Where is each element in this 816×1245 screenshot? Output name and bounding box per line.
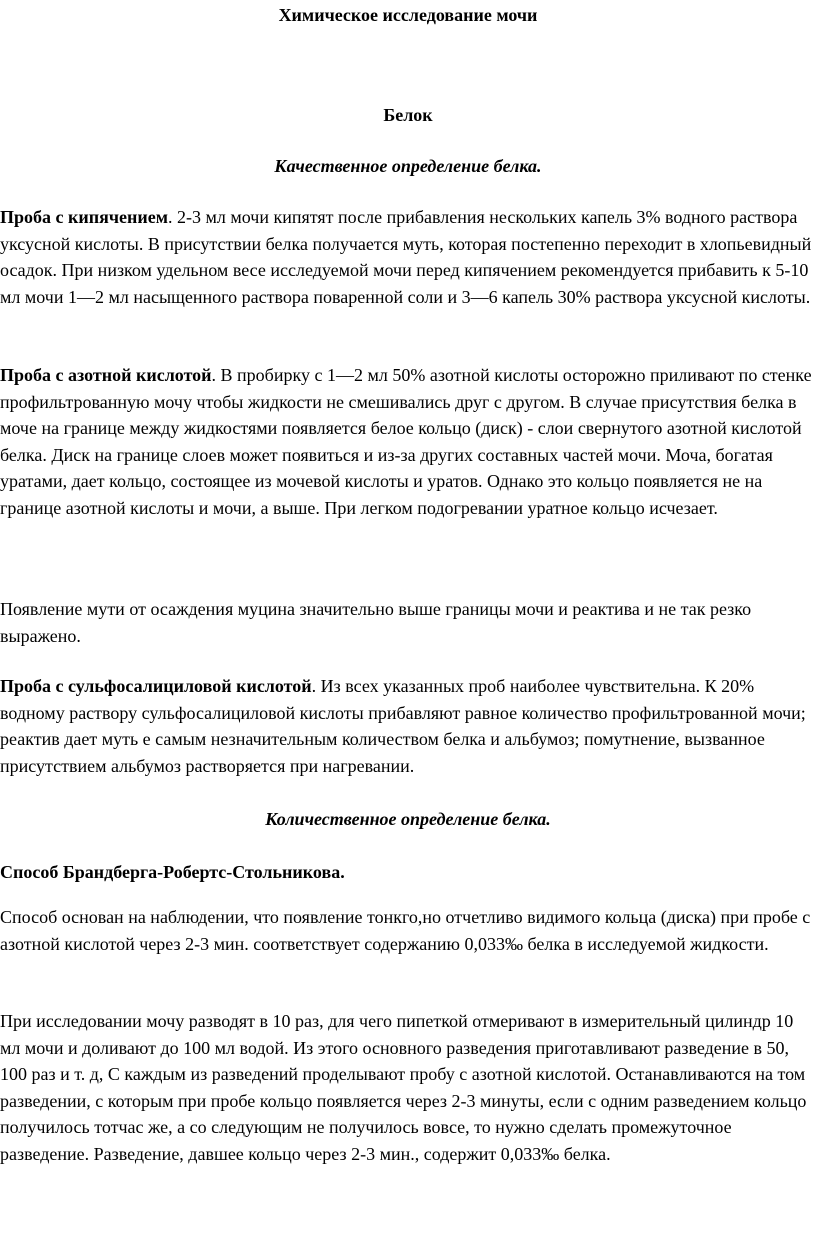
section-heading-protein: Белок bbox=[383, 105, 433, 125]
document-title: Химическое исследование мочи bbox=[278, 5, 538, 25]
nitric-acid-test-label: Проба с азотной кислотой bbox=[0, 365, 212, 385]
boiling-test-label: Проба с кипячением bbox=[0, 207, 168, 227]
paragraph-sulfosalicylic-test bbox=[0, 673, 816, 779]
sulfosalicylic-test-text: . Из всех указанных проб наиболее чувствительна. К 20% водному раствору сульфосалициловой кислоты прибавляют равное количество профильтрованной мочи; реактив дает муть е самым незначительным количеством белка и альбумоз; помутнение, вызванное присутствием альбумоз растворяется при нагревании. bbox=[0, 676, 806, 776]
paragraph-mucin-note: Появление мути от осаждения муцина значительно выше границы мочи и реактива и не так резко выражено. bbox=[0, 599, 752, 646]
paragraph-boiling-test bbox=[0, 204, 816, 310]
nitric-acid-test-text: . В пробирку с 1—2 мл 50% азотной кислоты осторожно приливают по стенке профильтрованную мочу чтобы жидкости не смешивались друг с другом. В случае присутствия белка в моче на границе между жидкостями появляется белое кольцо (диск) - слои свернутого азотной кислотой белка. Диск на границе слоев может появиться и из-за других составных частей мочи. Моча, богатая уратами, дает кольцо, состоящее из мочевой кислоты и уратов. Однако это кольцо появляется не на границе азотной кислоты и мочи, а выше. При легком подогревании уратное кольцо исчезает. bbox=[0, 365, 812, 518]
quantitative-heading: Количественное определение белка. bbox=[265, 809, 551, 829]
qualitative-heading: Качественное определение белка. bbox=[274, 156, 542, 176]
paragraph-dilution-procedure: При исследовании мочу разводят в 10 раз, для чего пипеткой отмеривают в измерительный цилиндр 10 мл мочи и доливают до 100 мл водой. Из этого основного разведения приготавливают разведение в 50, 100 раз и т. д, С каждым из разведений проделывают пробу с азотной кислотой. Останавливаются на том разведении, с которым при пробе кольцо появляется через 2-3 минуты, если с одним разведением кольцо получилось тотчас же, а со следующим не получилось вовсе, то нужно сделать промежуточное разведение. Разведение, давшее кольцо через 2-3 мин., содержит 0,033‰ белка. bbox=[0, 1011, 807, 1164]
paragraph-method-basis: Способ основан на наблюдении, что появление тонкго,но отчетливо видимого кольца (диска) при пробе с азотной кислотой через 2-3 мин. соответствует содержанию 0,033‰ белка в исследуемой жидкости. bbox=[0, 907, 811, 954]
sulfosalicylic-test-label: Проба с сульфосалициловой кислотой bbox=[0, 676, 312, 696]
method-heading: Способ Брандберга-Робертс-Стольникова. bbox=[0, 862, 345, 882]
boiling-test-text: . 2-3 мл мочи кипятят после прибавления нескольких капель 3% водного раствора уксусной кислоты. В присутствии белка получается муть, которая постепенно переходит в хлопьевидный осадок. При низком удельном весе исследуемой мочи перед кипячением рекомендуется прибавить к 5-10 мл мочи 1—2 мл насыщенного раствора поваренной соли и 3—6 капель 30% раствора уксусной кислоты. bbox=[0, 207, 812, 307]
paragraph-nitric-acid-test bbox=[0, 362, 816, 521]
